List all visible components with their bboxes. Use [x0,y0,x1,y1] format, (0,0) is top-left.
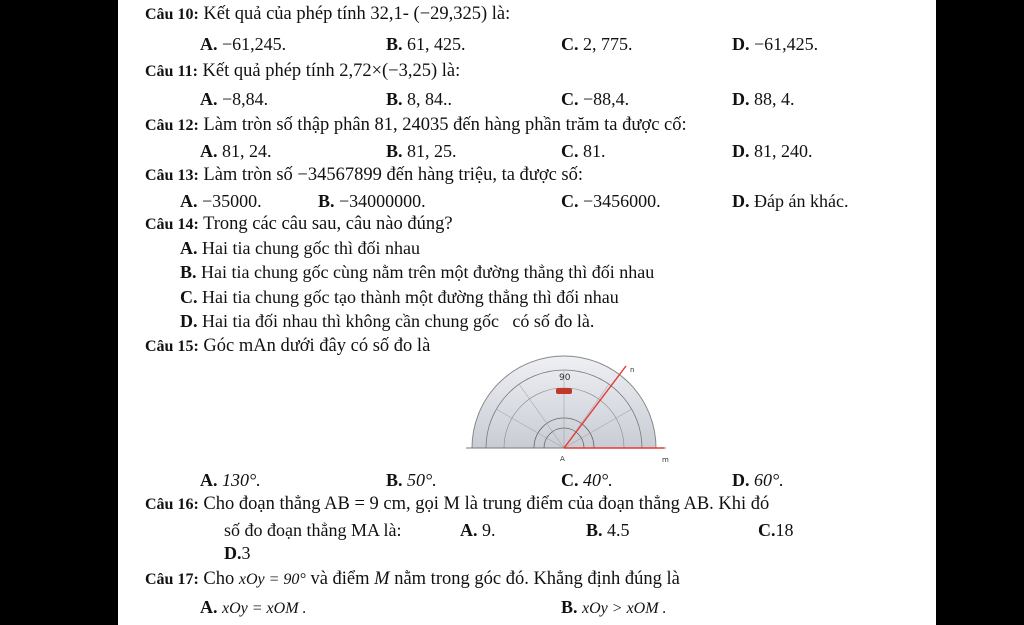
label-n: n [630,366,635,374]
option-d: D. Hai tia đối nhau thì không cần chung gốc có số đo là. [180,311,595,331]
option-c: C. −3456000. [561,191,661,211]
option-d: D. 60°. [732,470,784,490]
option-a: A. 130°. [200,470,261,490]
question-text: Làm tròn số −34567899 đến hàng triệu, ta được số: [203,165,584,185]
protractor-logo [556,388,572,394]
option-a: A. 9. [460,520,496,540]
question-number: Câu 10: [145,6,199,23]
question-17: Câu 17: Cho xOy = 90° và điểm M nằm trong góc đó. Khẳng định đúng là [145,569,680,589]
question-15 [145,336,430,357]
option-d: D. 81, 240. [732,141,813,161]
option-b: B. 50°. [386,470,437,490]
option-a: A. −61,245. [200,34,287,54]
option-c: C. 81. [561,141,606,161]
option-c: C. 40°. [561,470,613,490]
question-text: Cho đoạn thẳng AB = 9 cm, gọi M là trung điểm của đoạn thẳng AB. Khi đó [203,494,770,514]
option-d: D.3 [224,543,251,563]
option-b: B. −34000000. [318,191,426,211]
option-d: D. −61,425. [732,34,819,54]
question-number: Câu 11: [145,63,198,80]
option-a: A. −8,84. [200,89,269,109]
document-page [118,0,936,625]
question-text: Góc mAn dưới đây có số đo là [203,336,431,356]
question-11 [145,61,460,82]
question-text: Trong các câu sau, câu nào đúng? [203,214,453,234]
option-b: B. 81, 25. [386,141,457,161]
question-13 [145,165,583,186]
option-b: B. xOy > xOM . [561,597,667,617]
option-d: D. Đáp án khác. [732,191,849,211]
option-a: A. Hai tia chung gốc thì đối nhau [180,238,420,258]
option-a: A. 81, 24. [200,141,272,161]
label-m: m [662,456,669,464]
math-expression: xOy = 90° [238,571,306,588]
question-text: Kết quả phép tính 2,72×(−3,25) là: [202,61,461,81]
question-16-line-2: số đo đoạn thẳng MA là: [224,520,402,540]
question-number: Câu 13: [145,167,199,184]
question-number: Câu 15: [145,338,199,355]
protractor-figure [466,358,669,470]
option-c: C. −88,4. [561,89,630,109]
protractor-90-mark: 90 [559,373,571,383]
question-16 [145,494,769,515]
option-b: B. 8, 84.. [386,89,453,109]
option-d: D. 88, 4. [732,89,795,109]
option-c: C. Hai tia chung gốc tạo thành một đường thẳng thì đối nhau [180,287,619,307]
option-a: A. xOy = xOM . [200,597,307,617]
question-number: Câu 12: [145,117,199,134]
option-b: B. 4.5 [586,520,630,540]
question-text: Làm tròn số thập phân 81, 24035 đến hàng phần trăm ta được cố: [203,115,687,135]
option-b: B. 61, 425. [386,34,466,54]
question-12 [145,115,687,136]
option-c: C. 2, 775. [561,34,633,54]
question-14 [145,214,453,235]
question-text: Kết quả của phép tính 32,1- (−29,325) là: [203,4,511,24]
question-number: Câu 16: [145,496,199,513]
label-a: A [560,455,565,463]
option-a: A. −35000. [180,191,262,211]
option-b: B. Hai tia chung gốc cùng nằm trên một đường thẳng thì đối nhau [180,262,655,282]
option-c: C.18 [758,520,794,540]
math-expression: M [374,569,390,589]
question-number: Câu 17: [145,571,199,588]
question-10 [145,4,510,25]
question-number: Câu 14: [145,216,199,233]
